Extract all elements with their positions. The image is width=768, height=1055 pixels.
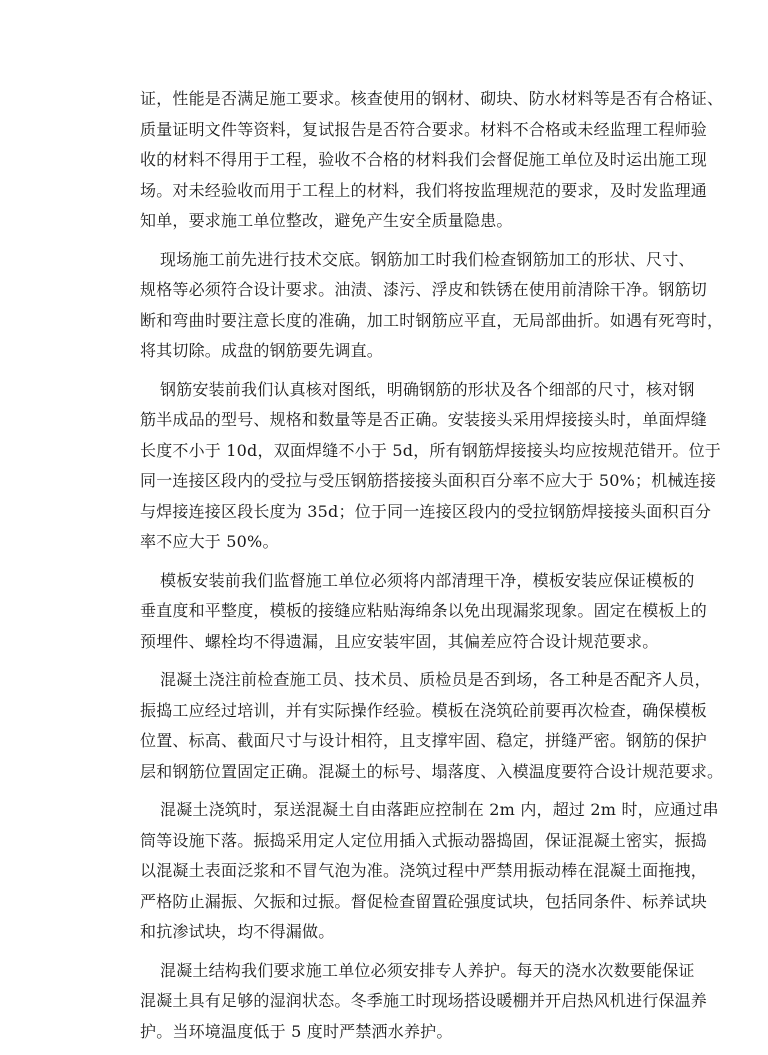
text-line: 和抗渗试块，均不得漏做。 bbox=[140, 922, 335, 941]
paragraph-rebar-processing bbox=[140, 245, 724, 367]
text-line: 筋半成品的型号、规格和数量等是否正确。安装接头采用焊接接头时，单面焊缝 bbox=[140, 410, 708, 429]
text-line: 模板安装前我们监督施工单位必须将内部清理干净，模板安装应保证模板的 bbox=[160, 570, 695, 590]
text-line: 钢筋安装前我们认真核对图纸，明确钢筋的形状及各个细部的尺寸，核对钢 bbox=[160, 379, 695, 399]
text-line: 收的材料不得用于工程，验收不合格的材料我们会督促施工单位及时运出施工现 bbox=[140, 150, 708, 169]
text-line: 将其切除。成盘的钢筋要先调直。 bbox=[140, 341, 384, 360]
document-body bbox=[140, 84, 724, 1055]
text-line: 长度不小于 10d，双面焊缝不小于 5d，所有钢筋焊接接头均应按规范错开。位于 bbox=[140, 440, 721, 460]
text-line: 规格等必须符合设计要求。油渍、漆污、浮皮和铁锈在使用前清除干净。钢筋切 bbox=[140, 280, 708, 299]
text-line: 垂直度和平整度，模板的接缝应粘贴海绵条以免出现漏浆现象。固定在模板上的 bbox=[140, 601, 708, 620]
text-line: 层和钢筋位置固定正确。混凝土的标号、塌落度、入模温度要符合设计规范要求。 bbox=[140, 761, 724, 781]
text-line: 位置、标高、截面尺寸与设计相符，且支撑牢固、稳定，拼缝严密。钢筋的保护 bbox=[140, 731, 708, 750]
text-line: 混凝土浇筑时，泵送混凝土自由落距应控制在 2m 内，超过 2m 时，应通过串 bbox=[160, 800, 719, 819]
text-line: 同一连接区段内的受拉与受压钢筋搭接接头面积百分率不应大于 50%；机械连接 bbox=[140, 471, 717, 490]
text-line: 率不应大于 50%。 bbox=[140, 532, 279, 551]
text-line: 筒等设施下落。振捣采用定人定位用插入式振动器捣固，保证混凝土密实，振捣 bbox=[140, 830, 708, 850]
paragraph-rebar-installation bbox=[140, 375, 721, 558]
text-line: 混凝土具有足够的湿润状态。冬季施工时现场搭设暖棚并开启热风机进行保温养 bbox=[140, 991, 708, 1010]
text-line: 断和弯曲时要注意长度的准确，加工时钢筋应平直，无局部曲折。如遇有死弯时， bbox=[140, 310, 724, 330]
text-line: 预埋件、螺栓均不得遗漏，且应安装牢固，其偏差应符合设计规范要求。 bbox=[140, 631, 659, 651]
text-line: 以混凝土表面泛浆和不冒气泡为准。浇筑过程中严禁用振动棒在混凝土面拖拽， bbox=[140, 861, 708, 880]
text-line: 质量证明文件等资料，复试报告是否符合要求。材料不合格或未经监理工程师验 bbox=[140, 119, 708, 139]
paragraph-curing bbox=[140, 956, 708, 1048]
paragraph-pre-pour-check bbox=[140, 665, 724, 787]
text-line: 混凝土浇注前检查施工员、技术员、质检员是否到场，各工种是否配齐人员， bbox=[160, 670, 711, 689]
text-line: 现场施工前先进行技术交底。钢筋加工时我们检查钢筋加工的形状、尺寸、 bbox=[160, 249, 695, 269]
text-line: 振捣工应经过培训，并有实际操作经验。模板在浇筑砼前要再次检查，确保模板 bbox=[140, 700, 708, 720]
paragraph-pouring bbox=[140, 795, 719, 948]
paragraph-materials bbox=[140, 84, 724, 237]
text-line: 混凝土结构我们要求施工单位必须安排专人养护。每天的浇水次数要能保证 bbox=[160, 960, 695, 980]
text-line: 证，性能是否满足施工要求。核查使用的钢材、砌块、防水材料等是否有合格证、 bbox=[140, 89, 724, 108]
paragraph-formwork bbox=[140, 566, 708, 658]
text-line: 场。对未经验收而用于工程上的材料，我们将按监理规范的要求，及时发监理通 bbox=[140, 180, 708, 200]
text-line: 护。当环境温度低于 5 度时严禁洒水养护。 bbox=[140, 1021, 453, 1041]
text-line: 知单，要求施工单位整改，避免产生安全质量隐患。 bbox=[140, 211, 513, 230]
text-line: 严格防止漏振、欠振和过振。督促检查留置砼强度试块，包括同条件、标养试块 bbox=[140, 891, 708, 911]
text-line: 与焊接连接区段长度为 35d；位于同一连接区段内的受拉钢筋焊接接头面积百分 bbox=[140, 501, 712, 521]
